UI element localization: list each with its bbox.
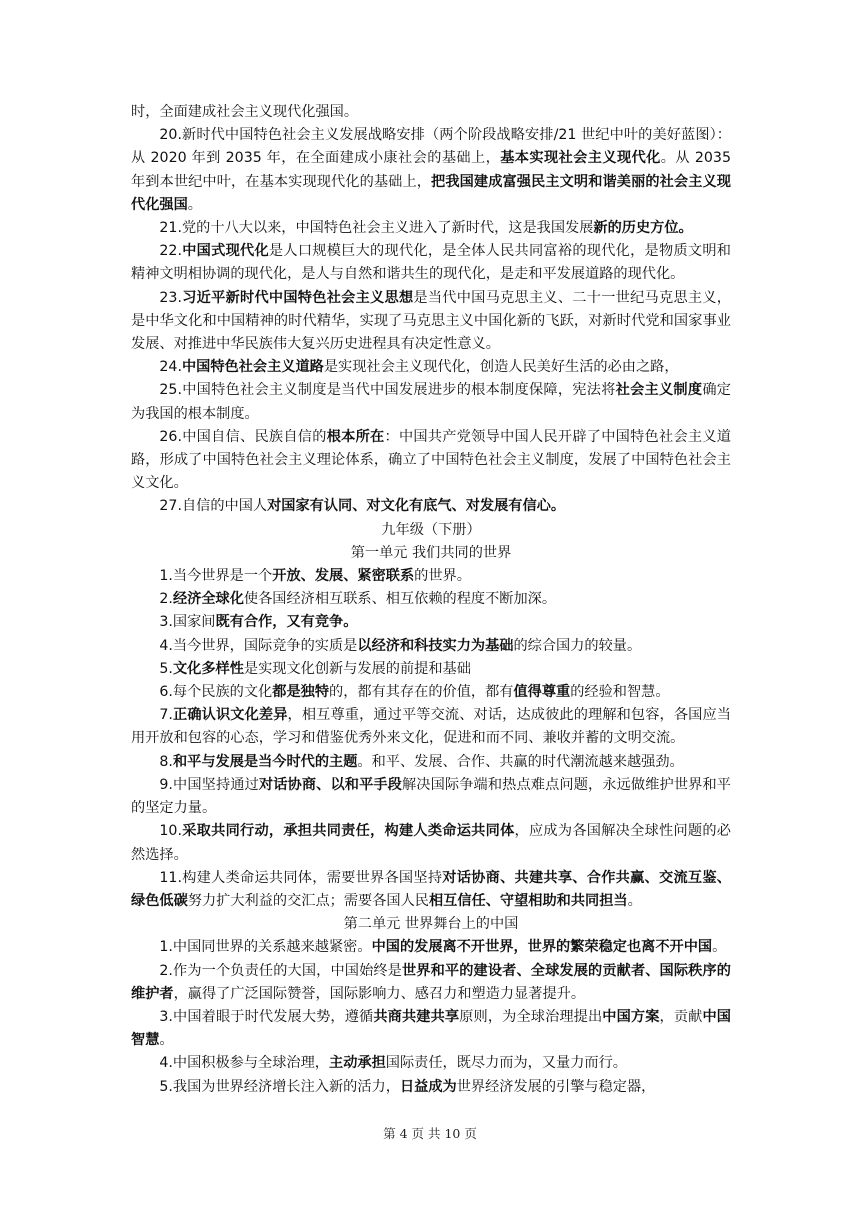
bold-text: 日益成为 bbox=[399, 1078, 457, 1095]
text-run: 世界经济发展的引擎与稳定器， bbox=[456, 1078, 656, 1095]
text-run: 4.当今世界，国际竞争的实质是 bbox=[159, 637, 358, 654]
text-run: 24. bbox=[159, 359, 182, 376]
section-heading bbox=[131, 913, 731, 936]
list-item bbox=[131, 588, 731, 611]
text-run: 。和平、发展、合作、共赢的时代潮流越来越强劲。 bbox=[357, 753, 684, 770]
text-run: 第一单元 我们共同的世界 bbox=[350, 544, 512, 561]
text-run: 是实现文化创新与发展的前提和基础 bbox=[243, 660, 471, 677]
text-run: 是人口规模巨大的现代化，是全体人民共同富裕的现代化，是物质文明和精神文明相协调的现代化，是人与自然和谐共生的现代化，是走和平发展道路的现代化。 bbox=[131, 243, 731, 283]
text-run: 。从 2035 年到本世纪中叶，在基本实现现代化的基础上， bbox=[131, 150, 731, 190]
text-run: 6.每个民族的文化 bbox=[159, 684, 273, 701]
text-run: 2. bbox=[159, 591, 173, 608]
text-run: 的世界。 bbox=[414, 568, 471, 585]
text-run: 7. bbox=[159, 707, 173, 724]
text-run: 是实现社会主义现代化，创造人民美好生活的必由之路， bbox=[323, 359, 679, 376]
bold-text: 中国方案 bbox=[602, 1008, 660, 1025]
bold-text: 和平与发展是当今时代的主题 bbox=[172, 753, 358, 770]
text-run: 的，都有其存在的价值，都有 bbox=[329, 684, 514, 701]
text-run: 确定为我国的根本制度。 bbox=[131, 382, 731, 422]
bold-text: 中国的发展离不开世界，世界的繁荣稳定也离不开中国 bbox=[371, 939, 713, 956]
list-item bbox=[131, 217, 731, 240]
text-run: 4.中国积极参与全球治理， bbox=[159, 1055, 329, 1072]
list-item bbox=[131, 124, 731, 217]
text-run: 20.新时代中国特色社会主义发展战略安排（两个阶段战略安排/21 世纪中叶的美好蓝图）：从 2020 年到 2035 年，在全面建成小康社会的基础上， bbox=[131, 127, 731, 167]
list-item bbox=[131, 495, 731, 518]
text-run: 努力扩大利益的交汇点；需要各国人民 bbox=[187, 892, 429, 909]
list-item bbox=[131, 704, 731, 750]
text-run: 1.当今世界是一个 bbox=[159, 568, 273, 585]
list-item bbox=[131, 867, 731, 913]
text-run: 。 bbox=[627, 892, 642, 909]
list-item bbox=[131, 379, 731, 425]
text-run: 3.国家间 bbox=[159, 614, 216, 631]
text-run: 。 bbox=[712, 939, 727, 956]
list-item bbox=[131, 426, 731, 496]
bold-text: 习近平新时代中国特色社会主义思想 bbox=[181, 289, 414, 306]
text-run: 3.中国着眼于时代发展大势，遵循 bbox=[159, 1008, 374, 1025]
section-heading bbox=[131, 519, 731, 542]
bold-text: 文化多样性 bbox=[172, 660, 244, 677]
bold-text: 开放、发展、紧密联系 bbox=[272, 568, 415, 585]
text-run: 5. bbox=[159, 660, 173, 677]
continued-paragraph bbox=[131, 101, 731, 124]
bold-text: 值得尊重 bbox=[513, 684, 571, 701]
bold-text: 根本所在 bbox=[326, 428, 385, 445]
text-run: 8. bbox=[159, 753, 173, 770]
bold-text: 主动承担 bbox=[329, 1055, 386, 1072]
text-run: 27.自信的中国人 bbox=[159, 498, 268, 515]
list-item bbox=[131, 658, 731, 681]
text-run: 23. bbox=[159, 289, 182, 306]
text-run: ，应成为各国解决全球性问题的必然选择。 bbox=[131, 823, 731, 863]
text-run: 2.作为一个负责任的大国，中国始终是 bbox=[159, 962, 402, 979]
bold-text: 以经济和科技实力为基础 bbox=[357, 637, 514, 654]
list-item bbox=[131, 774, 731, 820]
bold-text: 都是独特 bbox=[272, 684, 330, 701]
list-item bbox=[131, 240, 731, 286]
text-run: 原则，为全球治理提出 bbox=[459, 1008, 603, 1025]
bold-text: 社会主义制度 bbox=[615, 382, 703, 399]
list-item bbox=[131, 565, 731, 588]
bold-text: 中国特色社会主义道路 bbox=[181, 359, 324, 376]
bold-text: 采取共同行动，承担共同责任，构建人类命运共同体 bbox=[181, 823, 515, 840]
list-item bbox=[131, 635, 731, 658]
text-run: 26.中国自信、民族自信的 bbox=[159, 428, 327, 445]
document-body bbox=[131, 101, 731, 1099]
bold-text: 对话协商、共建共享、合作共赢、交流互鉴、绿色低碳 bbox=[131, 869, 731, 909]
text-run: 解决国际争端和热点难点问题，永远做维护世界和平的坚定力量。 bbox=[131, 776, 731, 817]
text-run: 5.我国为世界经济增长注入新的活力， bbox=[159, 1078, 400, 1095]
text-run: 的经验和智慧。 bbox=[570, 684, 670, 701]
section-heading bbox=[131, 542, 731, 565]
text-run: 22. bbox=[159, 243, 182, 260]
page-footer: 第 4 页 共 10 页 bbox=[383, 1126, 477, 1141]
text-run: 九年级（下册） bbox=[381, 521, 481, 538]
text-run: 1.中国同世界的关系越来越紧密。 bbox=[159, 939, 372, 956]
text-run: 是当代中国马克思主义、二十一世纪马克思主义，是中华文化和中国精神的时代精华，实现了马克思主义中国化新的飞跃，对新时代党和国家事业发展、对推进中华民族伟大复兴历史进程具有决定性意义。 bbox=[131, 289, 731, 353]
text-run: 。 bbox=[159, 1032, 174, 1049]
bold-text: 中国智慧 bbox=[131, 1008, 731, 1049]
text-run: ，相互尊重，通过平等交流、对话，达成彼此的理解和包容，各国应当用开放和包容的心态，学习和借鉴优秀外来文化，促进和而不同、兼收并蓄的文明交流。 bbox=[131, 707, 731, 747]
list-item bbox=[131, 1052, 731, 1075]
bold-text: 新的历史方位。 bbox=[593, 220, 693, 237]
bold-text: 中国式现代化 bbox=[181, 243, 269, 260]
bold-text: 正确认识文化差异 bbox=[172, 707, 288, 724]
text-run: 21.党的十八大以来，中国特色社会主义进入了新时代，这是我国发展 bbox=[159, 220, 594, 237]
text-run: 10. bbox=[159, 823, 182, 840]
list-item bbox=[131, 1006, 731, 1052]
list-item bbox=[131, 356, 731, 379]
bold-text: 共商共建共享 bbox=[373, 1008, 460, 1025]
list-item bbox=[131, 1076, 731, 1099]
list-item bbox=[131, 287, 731, 357]
text-run: ，赢得了广泛国际赞誉，国际影响力、感召力和塑造力显著提升。 bbox=[173, 985, 586, 1002]
list-item bbox=[131, 681, 731, 704]
bold-text: 经济全球化 bbox=[172, 591, 244, 608]
list-item bbox=[131, 751, 731, 774]
text-run: 时，全面建成社会主义现代化强国。 bbox=[131, 104, 359, 120]
text-run: 第二单元 世界舞台上的中国 bbox=[343, 916, 519, 933]
text-run: ，贡献 bbox=[659, 1008, 703, 1025]
bold-text: 把我国建成富强民主文明和谐美丽的社会主义现代化强国 bbox=[131, 173, 731, 213]
text-run: 9.中国坚持通过 bbox=[159, 776, 259, 793]
bold-text: 既有合作，又有竞争。 bbox=[215, 614, 358, 631]
list-item bbox=[131, 960, 731, 1006]
text-run: 国际责任，既尽力而为，又量力而行。 bbox=[385, 1055, 627, 1072]
text-run: 使各国经济相互联系、相互依赖的程度不断加深。 bbox=[243, 591, 557, 608]
list-item bbox=[131, 611, 731, 634]
list-item bbox=[131, 936, 731, 959]
bold-text: 基本实现社会主义现代化 bbox=[500, 150, 661, 167]
bold-text: 对国家有认同、对文化有底气、对发展有信心。 bbox=[267, 498, 566, 515]
text-run: ：中国共产党领导中国人民开辟了中国特色社会主义道路，形成了中国特色社会主义理论体系，确立了中国特色社会主义制度，发展了中国特色社会主义文化。 bbox=[131, 428, 731, 492]
text-run: 11.构建人类命运共同体，需要世界各国坚持 bbox=[159, 869, 443, 886]
bold-text: 相互信任、守望相助和共同担当 bbox=[428, 892, 628, 909]
text-run: 25.中国特色社会主义制度是当代中国发展进步的根本制度保障，宪法将 bbox=[159, 382, 616, 399]
text-run: 。 bbox=[187, 196, 202, 213]
text-run: 的综合国力的较量。 bbox=[513, 637, 642, 654]
bold-text: 世界和平的建设者、全球发展的贡献者、国际秩序的维护者 bbox=[131, 962, 731, 1002]
list-item bbox=[131, 820, 731, 866]
bold-text: 对话协商、以和平手段 bbox=[258, 776, 402, 793]
